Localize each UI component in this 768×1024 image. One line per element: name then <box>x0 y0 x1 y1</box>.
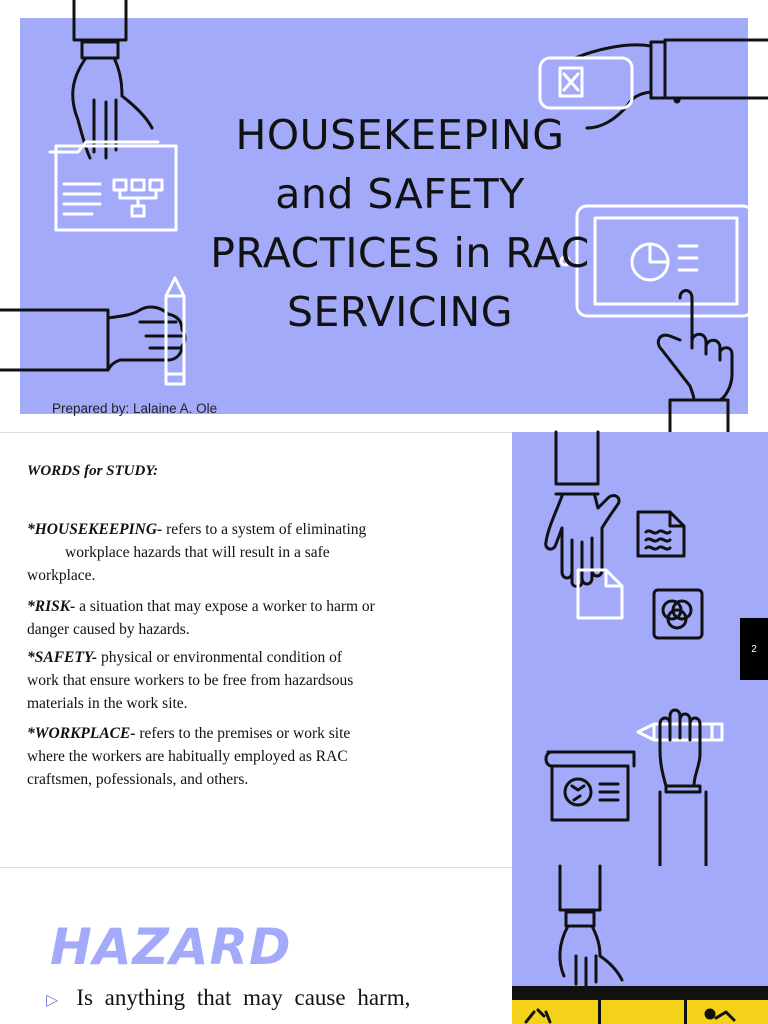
bullet-arrow-icon: ▷ <box>46 992 59 1009</box>
definitions-side-panel <box>512 432 768 866</box>
next-slide-top-strip <box>512 986 768 1000</box>
blank-page-icon <box>576 568 626 620</box>
fist-hand-illustration <box>652 710 722 866</box>
slide-title: HOUSEKEEPING and SAFETY PRACTICES in RAC SERVICING <box>210 111 590 336</box>
phone-illustration <box>538 54 638 114</box>
definition-workplace: *WORKPLACE- refers to the premises or work site where the workers are habitually employed as RAC craftsmen, pofessionals, and others. <box>27 725 351 788</box>
pointing-hand-illustration <box>650 288 760 438</box>
definition-safety: *SAFETY- physical or environmental condition of work that ensure workers to be free from hazardsous materials in the work site. <box>27 649 354 712</box>
prepared-by-label: Prepared by: Lalaine A. Ole <box>52 401 218 416</box>
worker-icon <box>700 1008 740 1024</box>
worker-icon <box>524 1008 554 1024</box>
strip-divider <box>598 1000 601 1024</box>
document-diagram-illustration <box>48 140 183 235</box>
definition-housekeeping: *HOUSEKEEPING- refers to a system of eliminating workplace hazards that will result in a safe workplace. <box>27 521 367 584</box>
open-hand-illustration <box>542 432 642 587</box>
hazard-heading: HAZARD <box>50 918 292 976</box>
document-icon <box>634 510 689 560</box>
page-number-badge: 2 <box>740 618 768 680</box>
globe-document-icon <box>542 746 638 822</box>
hazard-definition: ▷ Is anything that may cause harm, <box>46 985 411 1010</box>
hazard-side-panel <box>512 866 768 986</box>
words-for-study-heading: WORDS for STUDY: <box>27 463 159 479</box>
venn-diagram-icon <box>652 588 704 640</box>
hand-watch-illustration <box>552 866 632 986</box>
definition-risk: *RISK- a situation that may expose a worker to harm or danger caused by hazards. <box>27 598 375 638</box>
title-slide <box>20 18 748 414</box>
strip-divider <box>684 1000 687 1024</box>
